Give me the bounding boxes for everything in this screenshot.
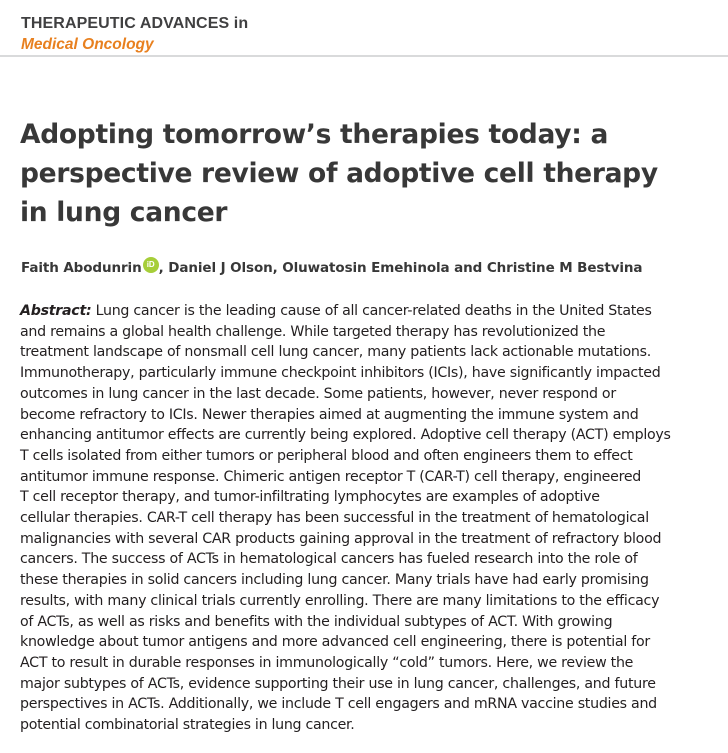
abstract-line: Lung cancer is the leading cause of all cancer-related deaths in the United States bbox=[91, 303, 652, 319]
abstract-line: and remains a global health challenge. While targeted therapy has revolutionized the bbox=[20, 323, 606, 340]
journal-name: THERAPEUTIC ADVANCES in bbox=[21, 15, 249, 32]
author-names-rest: , Daniel J Olson, Oluwatosin Emehinola and Christine M Bestvina bbox=[158, 260, 643, 276]
abstract-line: enhancing antitumor effects are currently being explored. Adoptive cell therapy (ACT) employs bbox=[20, 427, 671, 444]
abstract-line: results, with many clinical trials currently enrolling. There are many limitations to the efficacy bbox=[20, 592, 660, 609]
abstract-line: these therapies in solid cancers including lung cancer. Many trials have had early promising bbox=[20, 572, 649, 589]
abstract-label: Abstract: bbox=[20, 303, 92, 319]
title-line: Adopting tomorrow’s therapies today: a bbox=[20, 119, 609, 150]
abstract-line: malignancies with several CAR products gaining approval in the treatment of refractory blood bbox=[20, 530, 662, 547]
author-name: Faith Abodunrin bbox=[21, 260, 142, 276]
header-divider bbox=[0, 55, 728, 57]
abstract-line: of ACTs, as well as risks and benefits with the individual subtypes of ACT. With growing bbox=[20, 613, 613, 630]
abstract-line: cellular therapies. CAR-T cell therapy has been successful in the treatment of hematological bbox=[20, 510, 649, 527]
abstract-line: T cell receptor therapy, and tumor-infiltrating lymphocytes are examples of adoptive bbox=[20, 489, 600, 506]
title-line: in lung cancer bbox=[20, 197, 228, 228]
abstract-line: major subtypes of ACTs, evidence supporting their use in lung cancer, challenges, and future bbox=[20, 675, 656, 692]
abstract-line: treatment landscape of nonsmall cell lung cancer, many patients lack actionable mutations. bbox=[20, 344, 651, 361]
article-title bbox=[20, 115, 720, 232]
abstract-line: become refractory to ICIs. Newer therapies aimed at augmenting the immune system and bbox=[20, 406, 639, 423]
journal-header bbox=[21, 13, 248, 55]
abstract bbox=[20, 301, 726, 736]
abstract-line: antitumor immune response. Chimeric antigen receptor T (CAR-T) cell therapy, engineered bbox=[20, 468, 642, 485]
abstract-line: perspectives in ACTs. Additionally, we include T cell engagers and mRNA vaccine studies and bbox=[20, 696, 657, 713]
orcid-id-icon[interactable]: iD bbox=[143, 257, 159, 273]
abstract-line: ACT to result in durable responses in immunologically “cold” tumors. Here, we review the bbox=[20, 654, 634, 671]
author-list bbox=[21, 257, 642, 278]
abstract-line: T cells isolated from either tumors or peripheral blood and often engineers them to effect bbox=[20, 447, 633, 464]
abstract-line: outcomes in lung cancer in the last decade. Some patients, however, never respond or bbox=[20, 385, 616, 402]
abstract-line: knowledge about tumor antigens and more advanced cell engineering, there is potential for bbox=[20, 634, 650, 651]
abstract-line: Immunotherapy, particularly immune checkpoint inhibitors (ICIs), have significantly impacted bbox=[20, 365, 661, 382]
abstract-line: potential combinatorial strategies in lung cancer. bbox=[20, 717, 355, 734]
journal-subtitle: Medical Oncology bbox=[21, 36, 154, 53]
abstract-line: cancers. The success of ACTs in hematological cancers has fueled research into the role of bbox=[20, 551, 638, 568]
title-line: perspective review of adoptive cell therapy bbox=[20, 158, 658, 189]
